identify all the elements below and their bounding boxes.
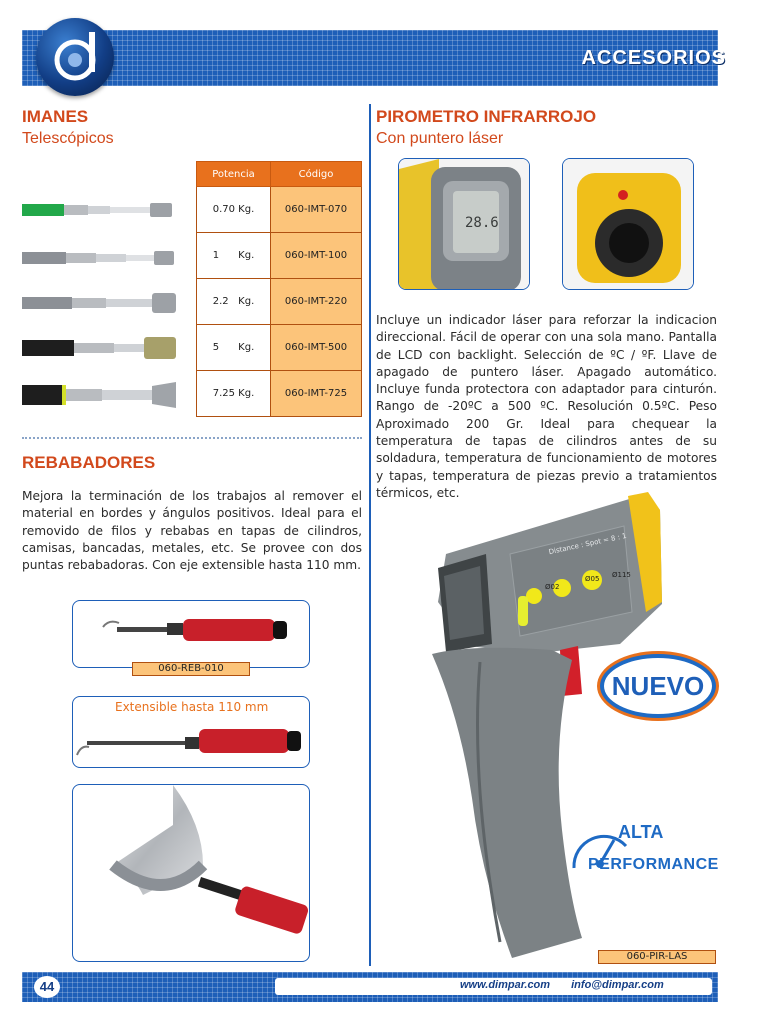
pirometro-title: PIROMETRO INFRARROJO <box>376 107 597 126</box>
code-cell: 060-IMT-220 <box>271 279 362 325</box>
performance-badge-line2: PERFORMANCE <box>588 856 719 873</box>
performance-badge-line1: ALTA <box>618 822 664 842</box>
pyrometer-laser-photo <box>562 158 694 290</box>
page-number: 44 <box>34 976 60 998</box>
table-row <box>197 187 362 233</box>
magnets-table <box>196 161 362 417</box>
magnet-220-image <box>22 290 178 316</box>
bearing-deburring-photo <box>72 784 310 962</box>
power-cell: 7.25 Kg. <box>197 371 271 417</box>
magnet-070-image <box>22 198 178 222</box>
deburring-tool-photo <box>72 600 310 668</box>
code-cell: 060-IMT-070 <box>271 187 362 233</box>
email-link[interactable]: info@dimpar.com <box>571 979 664 991</box>
page-title: ACCESORIOS <box>581 47 726 69</box>
pyrometer-image <box>410 484 670 966</box>
lcd-reading: 28.6 <box>465 215 499 231</box>
column-divider <box>369 104 371 966</box>
code-cell: 060-IMT-725 <box>271 371 362 417</box>
magnet-100-image <box>22 246 178 270</box>
table-row <box>197 371 362 417</box>
power-cell: 0.70 Kg. <box>197 187 271 233</box>
imanes-title: IMANES <box>22 107 89 126</box>
code-cell: 060-IMT-500 <box>271 325 362 371</box>
pirometro-description: Incluye un indicador láser para reforzar la indicacion direccional. Fácil de operar con una sola mano. Pantalla de LCD con backlight. Selección de ºC / ºF. Llave de apagado de puntero láser. Apagado automático. Incluye funda protectora con adaptador para cinturón. Rango de -20ºC a 500 ºC. Resolución 0.5ºC. Peso Aproximado 200 Gr. Ideal para chequear la temperatura de tapas de cilindros antes de su soldadura, temperatura de funcionamiento de motores y tapas, temperatura de piezas previo a tratamientos térmicos, etc. <box>376 313 717 500</box>
table-row <box>197 279 362 325</box>
table-row <box>197 233 362 279</box>
spot-label-1: Ø02 <box>545 583 560 591</box>
extensible-label: Extensible hasta 110 mm <box>115 700 269 714</box>
pirometro-subtitle: Con puntero láser <box>376 130 504 147</box>
spot-label-2: Ø05 <box>585 575 600 583</box>
power-cell: 5 Kg. <box>197 325 271 371</box>
website-link[interactable]: www.dimpar.com <box>460 979 551 991</box>
spot-label-3: Ø115 <box>612 571 631 579</box>
pyrometer-display-photo <box>398 158 530 290</box>
table-header-power: Potencia <box>197 162 271 187</box>
rebabadores-title: REBABADORES <box>22 453 156 472</box>
section-divider <box>22 437 362 439</box>
pirometro-code-tag: 060-PIR-LAS <box>598 950 716 964</box>
code-cell: 060-IMT-100 <box>271 233 362 279</box>
table-row <box>197 325 362 371</box>
footer-links <box>460 979 682 991</box>
table-header-code: Código <box>271 162 362 187</box>
nuevo-badge: NUEVO <box>600 654 716 718</box>
rebabadores-description: Mejora la terminación de los trabajos al remover el material en bordes y ángulos positivos. Ideal para el removido de filos y rebabas en tapas de cilindros, camisas, bancadas, metales, etc. Se provee con dos puntas rebabadoras. Con eje extensible hasta 110 mm. <box>22 489 362 573</box>
power-cell: 2.2 Kg. <box>197 279 271 325</box>
rebabador-code-tag: 060-REB-010 <box>132 662 250 676</box>
magnet-500-image <box>22 334 178 362</box>
company-logo <box>36 18 114 96</box>
magnet-725-image <box>22 380 178 410</box>
power-cell: 1 Kg. <box>197 233 271 279</box>
imanes-subtitle: Telescópicos <box>22 130 114 147</box>
device-distance-label: Distance : Spot = 8 : 1 <box>548 531 628 557</box>
